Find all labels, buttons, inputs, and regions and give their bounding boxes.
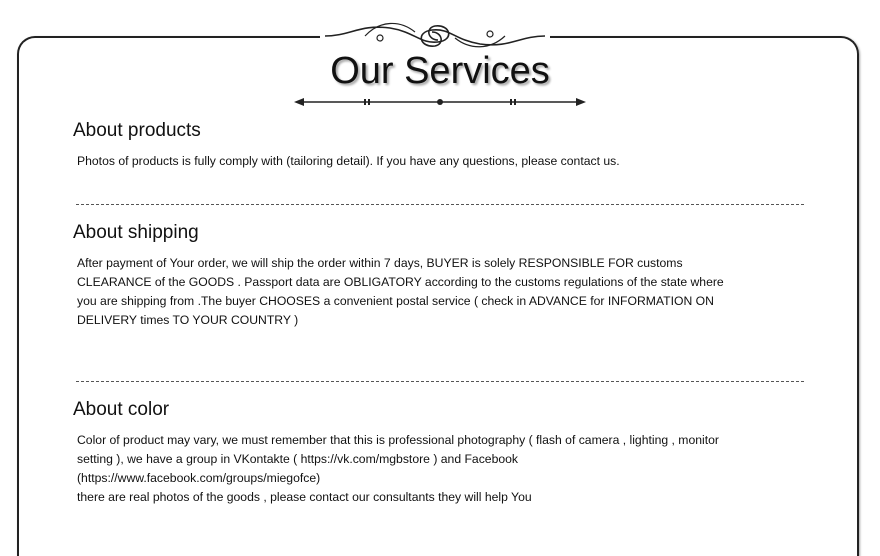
dashed-divider (76, 381, 804, 382)
section-line: Photos of products is fully comply with (tailoring detail). If you have any questions, please contact us. (77, 154, 620, 168)
section-heading: About shipping (73, 222, 199, 243)
arrow-divider-icon (290, 94, 590, 110)
page-title: Our Services (324, 50, 556, 93)
section-line: DELIVERY times TO YOUR COUNTRY ) (77, 313, 299, 327)
section-line: you are shipping from .The buyer CHOOSES a convenient postal service ( check in ADVANCE for INFORMATION ON (77, 294, 714, 308)
section-line: After payment of Your order, we will ship the order within 7 days, BUYER is solely RESPONSIBLE FOR customs (77, 256, 683, 270)
section-body (77, 152, 813, 171)
section-line: CLEARANCE of the GOODS . Passport data are OBLIGATORY according to the customs regulations of the state where (77, 275, 724, 289)
section-about-color (73, 399, 813, 507)
section-body (77, 254, 813, 330)
section-about-products (73, 120, 813, 171)
flourish-ornament-icon (320, 14, 550, 54)
section-body (77, 431, 813, 507)
section-line: setting ), we have a group in VKontakte ( https://vk.com/mgbstore ) and Facebook (77, 452, 519, 466)
section-line: (https://www.facebook.com/groups/miegofce) (77, 471, 321, 485)
section-about-shipping (73, 222, 813, 330)
section-line: Color of product may vary, we must remember that this is professional photography ( flash of camera , lighting , monitor (77, 433, 719, 447)
section-heading: About color (73, 399, 170, 420)
section-line: there are real photos of the goods , please contact our consultants they will help You (77, 490, 532, 504)
section-heading: About products (73, 120, 201, 141)
title-wrap (0, 50, 880, 93)
dashed-divider (76, 204, 804, 205)
